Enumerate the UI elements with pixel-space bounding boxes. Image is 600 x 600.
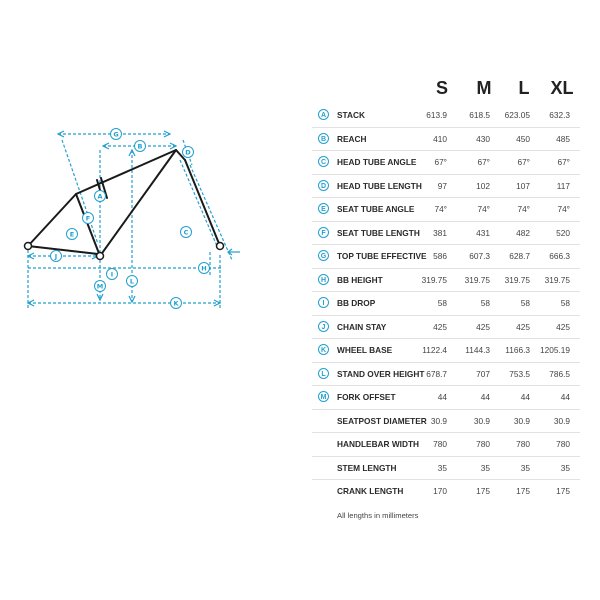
row-label: BB HEIGHT xyxy=(337,274,383,285)
table-row xyxy=(312,150,580,174)
cell-value: 319.75 xyxy=(544,274,570,285)
cell-value: 786.5 xyxy=(549,368,570,379)
letter-badge-icon: H xyxy=(318,274,329,285)
cell-value: 67° xyxy=(477,157,490,167)
bottom-bracket xyxy=(97,253,104,260)
badge-letter: C xyxy=(183,228,189,237)
cell-value: 623.05 xyxy=(504,110,530,120)
cell-value: 44 xyxy=(437,392,447,402)
cell-value: 319.75 xyxy=(464,274,490,285)
cell-value: 175 xyxy=(476,486,490,496)
letter-badge-icon: C xyxy=(318,156,329,167)
cell-value: 482 xyxy=(516,227,530,238)
badge-k-icon xyxy=(171,298,182,309)
cell-value: 707 xyxy=(476,368,490,379)
cell-value: 425 xyxy=(476,321,490,332)
bike-frame xyxy=(28,150,220,256)
letter-badge-icon: I xyxy=(318,297,329,308)
badge-letter: G xyxy=(113,130,119,139)
cell-value: 1144.3 xyxy=(465,345,490,355)
cell-value: 780 xyxy=(433,439,447,449)
cell-value: 74° xyxy=(557,204,570,214)
cell-value: 618.5 xyxy=(469,110,490,120)
table-row xyxy=(312,456,580,480)
badge-letter: E xyxy=(69,230,75,239)
badge-letter: B xyxy=(137,142,143,151)
table-row xyxy=(312,127,580,151)
cell-value: 628.7 xyxy=(509,251,530,261)
letter-badge-icon: J xyxy=(318,321,329,332)
badge-i-icon xyxy=(107,269,118,280)
front-axle xyxy=(217,243,224,250)
cell-value: 102 xyxy=(476,180,490,191)
row-label: SEATPOST DIAMETER xyxy=(337,415,427,426)
letter-badge-icon: E xyxy=(318,203,329,214)
letter-badge-icon: D xyxy=(318,180,329,191)
geometry-table xyxy=(312,70,580,503)
cell-value: 425 xyxy=(516,321,530,332)
row-label: REACH xyxy=(337,133,367,144)
cell-value: 170 xyxy=(433,486,447,496)
cell-value: 425 xyxy=(433,321,447,332)
table-row xyxy=(312,221,580,245)
cell-value: 319.75 xyxy=(504,274,530,285)
badge-d-icon xyxy=(183,147,194,158)
badge-g-icon xyxy=(111,129,122,140)
badge-l-icon xyxy=(127,276,138,287)
table-row xyxy=(312,362,580,386)
cell-value: 431 xyxy=(476,227,490,238)
cell-value: 678.7 xyxy=(426,368,447,379)
cell-value: 425 xyxy=(556,321,570,332)
cell-value: 780 xyxy=(556,439,570,449)
table-row xyxy=(312,268,580,292)
letter-badge-icon: L xyxy=(318,368,329,379)
cell-value: 74° xyxy=(517,204,530,214)
badge-letter: F xyxy=(85,214,91,223)
row-label: CHAIN STAY xyxy=(337,321,387,332)
badge-letter: A xyxy=(97,192,103,201)
cell-value: 319.75 xyxy=(421,274,447,285)
letter-badge-icon: G xyxy=(318,250,329,261)
cell-value: 35 xyxy=(560,462,570,473)
geometry-rows xyxy=(312,104,580,503)
table-row xyxy=(312,104,580,127)
cell-value: 586 xyxy=(433,251,447,261)
cell-value: 410 xyxy=(433,133,447,144)
letter-badge-icon: K xyxy=(318,344,329,355)
badge-c-icon xyxy=(181,227,192,238)
row-label: STACK xyxy=(337,110,365,120)
cell-value: 381 xyxy=(433,227,447,238)
cell-value: 44 xyxy=(480,392,490,402)
cell-value: 450 xyxy=(516,133,530,144)
cell-value: 107 xyxy=(516,180,530,191)
badge-a-icon xyxy=(95,191,106,202)
letter-badge-icon: F xyxy=(318,227,329,238)
table-row xyxy=(312,385,580,409)
cell-value: 35 xyxy=(437,462,447,473)
cell-value: 44 xyxy=(560,392,570,402)
cell-value: 30.9 xyxy=(473,415,490,426)
row-label: WHEEL BASE xyxy=(337,345,393,355)
cell-value: 430 xyxy=(476,133,490,144)
row-label: STEM LENGTH xyxy=(337,462,397,473)
cell-value: 58 xyxy=(480,298,490,308)
badge-j-icon xyxy=(51,251,62,262)
badge-e-icon xyxy=(67,229,78,240)
cell-value: 67° xyxy=(517,157,530,167)
cell-value: 30.9 xyxy=(513,415,530,426)
badge-f-icon xyxy=(83,213,94,224)
badge-letter: K xyxy=(173,299,179,308)
cell-value: 44 xyxy=(520,392,530,402)
letter-badge-icon: M xyxy=(318,391,329,402)
row-label: SEAT TUBE LENGTH xyxy=(337,227,420,238)
cell-value: 35 xyxy=(520,462,530,473)
row-label: STAND OVER HEIGHT xyxy=(337,368,425,379)
cell-value: 607.3 xyxy=(469,251,490,261)
cell-value: 58 xyxy=(520,298,530,308)
size-header-row xyxy=(312,70,580,104)
badge-letter: M xyxy=(96,282,104,291)
row-label: CRANK LENGTH xyxy=(337,486,404,496)
table-row xyxy=(312,479,580,503)
cell-value: 175 xyxy=(516,486,530,496)
cell-value: 632.3 xyxy=(549,110,570,120)
cell-value: 1122.4 xyxy=(422,345,447,355)
cell-value: 780 xyxy=(516,439,530,449)
row-label: BB DROP xyxy=(337,298,376,308)
cell-value: 30.9 xyxy=(553,415,570,426)
cell-value: 58 xyxy=(437,298,447,308)
size-header: M xyxy=(476,78,492,98)
cell-value: 35 xyxy=(480,462,490,473)
cell-value: 175 xyxy=(556,486,570,496)
letter-badge-icon: A xyxy=(318,109,329,120)
cell-value: 97 xyxy=(437,180,447,191)
diagram-badges xyxy=(51,129,210,309)
cell-value: 30.9 xyxy=(430,415,447,426)
table-row xyxy=(312,432,580,456)
row-label: HEAD TUBE ANGLE xyxy=(337,157,417,167)
cell-value: 67° xyxy=(434,157,447,167)
cell-value: 1166.3 xyxy=(505,345,530,355)
letter-badge-icon: B xyxy=(318,133,329,144)
cell-value: 485 xyxy=(556,133,570,144)
cell-value: 613.9 xyxy=(426,110,447,120)
row-label: HANDLEBAR WIDTH xyxy=(337,439,420,449)
cell-value: 753.5 xyxy=(509,368,530,379)
table-row xyxy=(312,291,580,315)
size-header: XL xyxy=(550,78,574,98)
cell-value: 666.3 xyxy=(549,251,570,261)
row-label: SEAT TUBE ANGLE xyxy=(337,204,415,214)
table-row xyxy=(312,315,580,339)
cell-value: 74° xyxy=(477,204,490,214)
badge-m-icon xyxy=(95,281,106,292)
cell-value: 1205.19 xyxy=(540,345,570,355)
table-row xyxy=(312,409,580,433)
size-header: S xyxy=(435,78,448,98)
row-label: TOP TUBE EFFECTIVE xyxy=(337,251,427,261)
badge-letter: J xyxy=(54,252,58,261)
units-note: All lengths in millimeters xyxy=(337,511,419,520)
badge-letter: L xyxy=(129,277,135,286)
table-row xyxy=(312,244,580,268)
cell-value: 117 xyxy=(556,180,570,191)
badge-letter: H xyxy=(201,264,207,273)
table-row xyxy=(312,338,580,362)
badge-h-icon xyxy=(199,263,210,274)
row-label: FORK OFFSET xyxy=(337,392,396,402)
cell-value: 520 xyxy=(556,227,570,238)
badge-b-icon xyxy=(135,141,146,152)
badge-letter: D xyxy=(185,148,191,157)
cell-value: 74° xyxy=(434,204,447,214)
table-row xyxy=(312,197,580,221)
rear-axle xyxy=(25,243,32,250)
size-header: L xyxy=(518,78,530,98)
row-label: HEAD TUBE LENGTH xyxy=(337,180,422,191)
cell-value: 67° xyxy=(557,157,570,167)
table-row xyxy=(312,174,580,198)
cell-value: 58 xyxy=(560,298,570,308)
cell-value: 780 xyxy=(476,439,490,449)
badge-letter: I xyxy=(110,270,114,279)
